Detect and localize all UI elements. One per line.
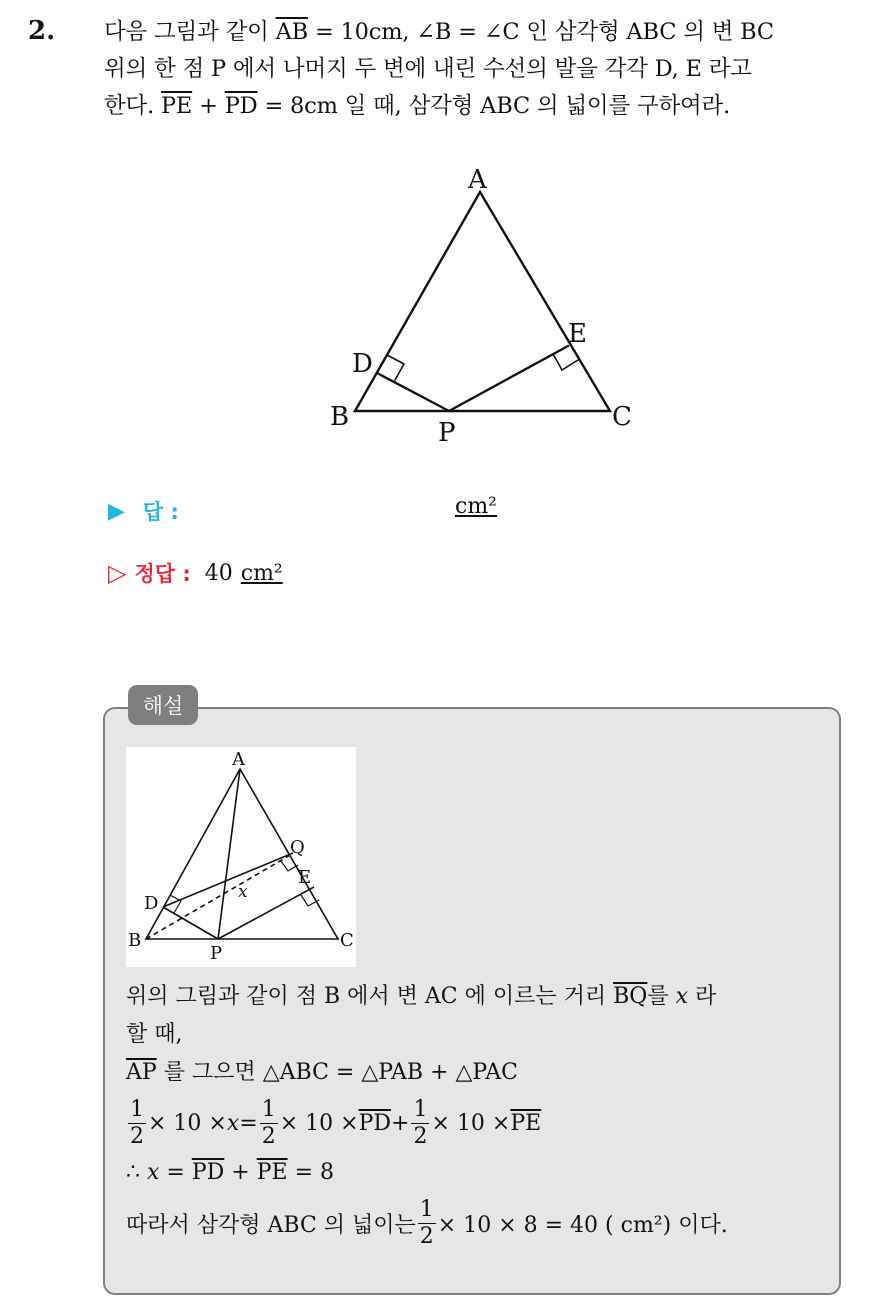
answer-unit: cm² bbox=[455, 494, 498, 519]
answer-label: 답 : bbox=[142, 500, 179, 524]
correct-unit: cm² bbox=[240, 560, 283, 586]
question-number: 2. bbox=[28, 16, 56, 46]
svg-text:Q: Q bbox=[290, 837, 305, 858]
svg-text:x: x bbox=[238, 882, 248, 902]
label-a: A bbox=[468, 165, 487, 195]
label-d: D bbox=[352, 349, 373, 379]
label-p: P bbox=[438, 418, 456, 448]
answer-arrow-icon: ▶ bbox=[108, 498, 125, 524]
svg-text:P: P bbox=[210, 943, 223, 964]
label-e: E bbox=[568, 319, 587, 349]
svg-text:E: E bbox=[298, 867, 312, 888]
segment-pd bbox=[377, 373, 449, 411]
triangle-abc bbox=[355, 192, 610, 411]
explanation-tab: 해설 bbox=[128, 685, 198, 725]
triangle-figure bbox=[320, 160, 650, 450]
svg-text:A: A bbox=[232, 749, 245, 770]
label-b: B bbox=[330, 402, 350, 432]
explanation-text: 위의 그림과 같이 점 B 에서 변 AC 에 이르는 거리 $\overline{BQ}$를 x 라 할 때, $\overline{AP}$ 를 그으면 △ABC = △PAB + △PAC $\frac{1}{2}$ × 10 × x = $\frac{1}{2}$ × 10 × $\overline{PD}$ + $\frac{1}{2}$ × 10 × $\overline{PE}$ ∴ $x = \overline{PD} + \overline{PE} = 8$ 따라서 삼각형 ABC 의 넓이는 $\frac{1}{2}$ × 10 × 8 = 40 ( cm²) 이다. bbox=[126, 984, 728, 1249]
segment-pe bbox=[449, 346, 568, 411]
correct-arrow-icon: ▷ bbox=[108, 559, 127, 587]
correct-answer-row bbox=[108, 558, 283, 588]
correct-value: 40 bbox=[204, 560, 233, 586]
answer-row bbox=[108, 496, 179, 526]
svg-text:B: B bbox=[128, 930, 142, 951]
explanation-figure bbox=[126, 747, 356, 967]
svg-text:C: C bbox=[340, 930, 354, 951]
label-c: C bbox=[612, 402, 632, 432]
correct-label: 정답 : bbox=[134, 562, 191, 586]
svg-text:D: D bbox=[144, 893, 159, 914]
question-text: 다음 그림과 같이 $\overline{AB} = 10cm$, ∠B = ∠C 인 삼각형 ABC 의 변 BC 위의 한 점 P 에서 나머지 두 변에 내린 수선의 발을 각각 D, E 라고 한다. $\overline{PE} + \overline{PD} = 8cm$ 일 때, 삼각형 ABC 의 넓이를 구하여라. bbox=[104, 19, 774, 119]
